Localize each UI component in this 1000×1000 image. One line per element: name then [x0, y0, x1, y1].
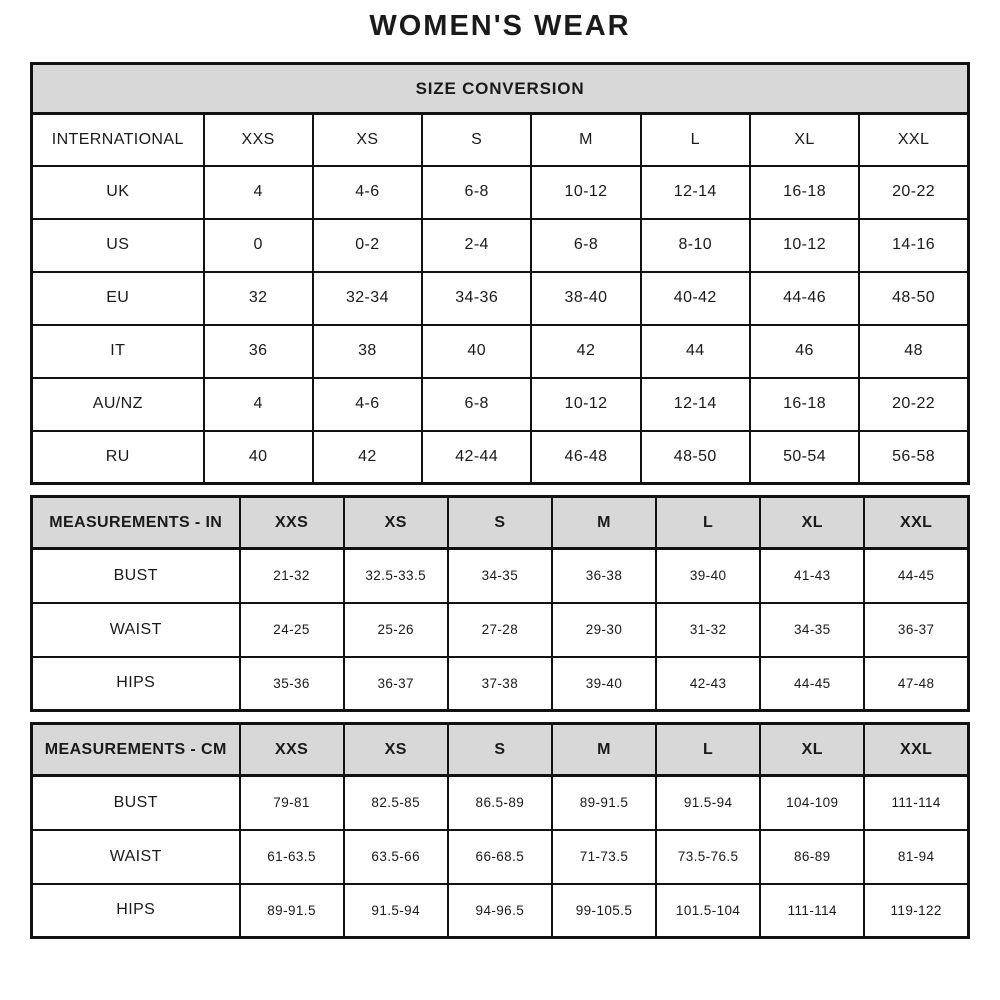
value-cell: 81-94 — [864, 830, 968, 884]
value-cell: 111-114 — [864, 776, 968, 830]
value-cell: 2-4 — [422, 219, 531, 272]
size-conversion-table — [30, 62, 970, 485]
value-cell: 50-54 — [750, 431, 859, 484]
value-cell: 61-63.5 — [240, 830, 344, 884]
size-header-row — [32, 114, 969, 166]
corner-label-cell: MEASUREMENTS - CM — [32, 724, 240, 776]
table-row — [32, 657, 969, 711]
size-column-header: M — [552, 497, 656, 549]
size-column-header: XXL — [864, 497, 968, 549]
size-column-header: XS — [344, 724, 448, 776]
row-label-cell: HIPS — [32, 884, 240, 938]
value-cell: 56-58 — [859, 431, 968, 484]
size-column-header: S — [422, 114, 531, 166]
value-cell: 0-2 — [313, 219, 422, 272]
value-cell: 10-12 — [531, 166, 640, 219]
value-cell: 32.5-33.5 — [344, 549, 448, 603]
value-cell: 6-8 — [422, 378, 531, 431]
table-row — [32, 378, 969, 431]
size-column-header: XXL — [859, 114, 968, 166]
value-cell: 4-6 — [313, 166, 422, 219]
value-cell: 38 — [313, 325, 422, 378]
table-row — [32, 776, 969, 830]
row-label-cell: AU/NZ — [32, 378, 204, 431]
size-column-header: L — [656, 497, 760, 549]
value-cell: 37-38 — [448, 657, 552, 711]
row-label-cell: WAIST — [32, 830, 240, 884]
corner-label-cell: MEASUREMENTS - IN — [32, 497, 240, 549]
value-cell: 32-34 — [313, 272, 422, 325]
size-column-header: M — [531, 114, 640, 166]
value-cell: 16-18 — [750, 166, 859, 219]
size-column-header: S — [448, 724, 552, 776]
size-column-header: XXS — [240, 724, 344, 776]
size-header-row — [32, 497, 969, 549]
value-cell: 39-40 — [656, 549, 760, 603]
value-cell: 66-68.5 — [448, 830, 552, 884]
row-label-cell: EU — [32, 272, 204, 325]
value-cell: 10-12 — [750, 219, 859, 272]
value-cell: 12-14 — [641, 166, 750, 219]
value-cell: 42-43 — [656, 657, 760, 711]
value-cell: 14-16 — [859, 219, 968, 272]
size-column-header: XL — [750, 114, 859, 166]
value-cell: 44-46 — [750, 272, 859, 325]
value-cell: 6-8 — [422, 166, 531, 219]
table-banner-row — [32, 64, 969, 114]
size-column-header: L — [656, 724, 760, 776]
table-row — [32, 884, 969, 938]
table-row — [32, 325, 969, 378]
value-cell: 48-50 — [641, 431, 750, 484]
table-row — [32, 272, 969, 325]
value-cell: 63.5-66 — [344, 830, 448, 884]
value-cell: 36-37 — [864, 603, 968, 657]
value-cell: 29-30 — [552, 603, 656, 657]
value-cell: 42 — [531, 325, 640, 378]
size-column-header: XL — [760, 497, 864, 549]
value-cell: 89-91.5 — [240, 884, 344, 938]
table-row — [32, 830, 969, 884]
value-cell: 42-44 — [422, 431, 531, 484]
value-cell: 91.5-94 — [656, 776, 760, 830]
value-cell: 34-36 — [422, 272, 531, 325]
value-cell: 40-42 — [641, 272, 750, 325]
row-label-cell: UK — [32, 166, 204, 219]
value-cell: 36-38 — [552, 549, 656, 603]
row-label-cell: BUST — [32, 776, 240, 830]
value-cell: 99-105.5 — [552, 884, 656, 938]
row-label-cell: HIPS — [32, 657, 240, 711]
value-cell: 6-8 — [531, 219, 640, 272]
value-cell: 36 — [204, 325, 313, 378]
value-cell: 86-89 — [760, 830, 864, 884]
value-cell: 73.5-76.5 — [656, 830, 760, 884]
value-cell: 4 — [204, 166, 313, 219]
value-cell: 16-18 — [750, 378, 859, 431]
value-cell: 47-48 — [864, 657, 968, 711]
value-cell: 40 — [422, 325, 531, 378]
value-cell: 40 — [204, 431, 313, 484]
size-column-header: XXL — [864, 724, 968, 776]
value-cell: 42 — [313, 431, 422, 484]
value-cell: 48 — [859, 325, 968, 378]
value-cell: 4-6 — [313, 378, 422, 431]
row-label-cell: RU — [32, 431, 204, 484]
size-column-header: XS — [313, 114, 422, 166]
value-cell: 21-32 — [240, 549, 344, 603]
value-cell: 20-22 — [859, 378, 968, 431]
value-cell: 39-40 — [552, 657, 656, 711]
value-cell: 0 — [204, 219, 313, 272]
corner-label-cell: INTERNATIONAL — [32, 114, 204, 166]
size-column-header: S — [448, 497, 552, 549]
table-row — [32, 166, 969, 219]
value-cell: 25-26 — [344, 603, 448, 657]
size-column-header: XXS — [240, 497, 344, 549]
row-label-cell: BUST — [32, 549, 240, 603]
measurements-in-table — [30, 495, 970, 712]
value-cell: 44-45 — [760, 657, 864, 711]
value-cell: 8-10 — [641, 219, 750, 272]
measurements-cm-table — [30, 722, 970, 939]
size-column-header: XL — [760, 724, 864, 776]
value-cell: 48-50 — [859, 272, 968, 325]
value-cell: 10-12 — [531, 378, 640, 431]
row-label-cell: WAIST — [32, 603, 240, 657]
value-cell: 24-25 — [240, 603, 344, 657]
value-cell: 12-14 — [641, 378, 750, 431]
value-cell: 44 — [641, 325, 750, 378]
size-column-header: L — [641, 114, 750, 166]
value-cell: 91.5-94 — [344, 884, 448, 938]
value-cell: 38-40 — [531, 272, 640, 325]
value-cell: 111-114 — [760, 884, 864, 938]
value-cell: 41-43 — [760, 549, 864, 603]
value-cell: 101.5-104 — [656, 884, 760, 938]
value-cell: 46-48 — [531, 431, 640, 484]
row-label-cell: IT — [32, 325, 204, 378]
size-header-row — [32, 724, 969, 776]
size-column-header: XXS — [204, 114, 313, 166]
value-cell: 94-96.5 — [448, 884, 552, 938]
table-row — [32, 603, 969, 657]
table-row — [32, 549, 969, 603]
page-title: WOMEN'S WEAR — [369, 10, 631, 42]
value-cell: 32 — [204, 272, 313, 325]
value-cell: 27-28 — [448, 603, 552, 657]
value-cell: 20-22 — [859, 166, 968, 219]
value-cell: 4 — [204, 378, 313, 431]
value-cell: 71-73.5 — [552, 830, 656, 884]
table-row — [32, 431, 969, 484]
value-cell: 82.5-85 — [344, 776, 448, 830]
value-cell: 89-91.5 — [552, 776, 656, 830]
value-cell: 79-81 — [240, 776, 344, 830]
table-row — [32, 219, 969, 272]
value-cell: 31-32 — [656, 603, 760, 657]
value-cell: 119-122 — [864, 884, 968, 938]
value-cell: 36-37 — [344, 657, 448, 711]
value-cell: 34-35 — [760, 603, 864, 657]
row-label-cell: US — [32, 219, 204, 272]
value-cell: 44-45 — [864, 549, 968, 603]
size-column-header: M — [552, 724, 656, 776]
size-column-header: XS — [344, 497, 448, 549]
value-cell: 86.5-89 — [448, 776, 552, 830]
value-cell: 34-35 — [448, 549, 552, 603]
value-cell: 104-109 — [760, 776, 864, 830]
value-cell: 35-36 — [240, 657, 344, 711]
table-banner-cell: SIZE CONVERSION — [32, 64, 969, 114]
value-cell: 46 — [750, 325, 859, 378]
